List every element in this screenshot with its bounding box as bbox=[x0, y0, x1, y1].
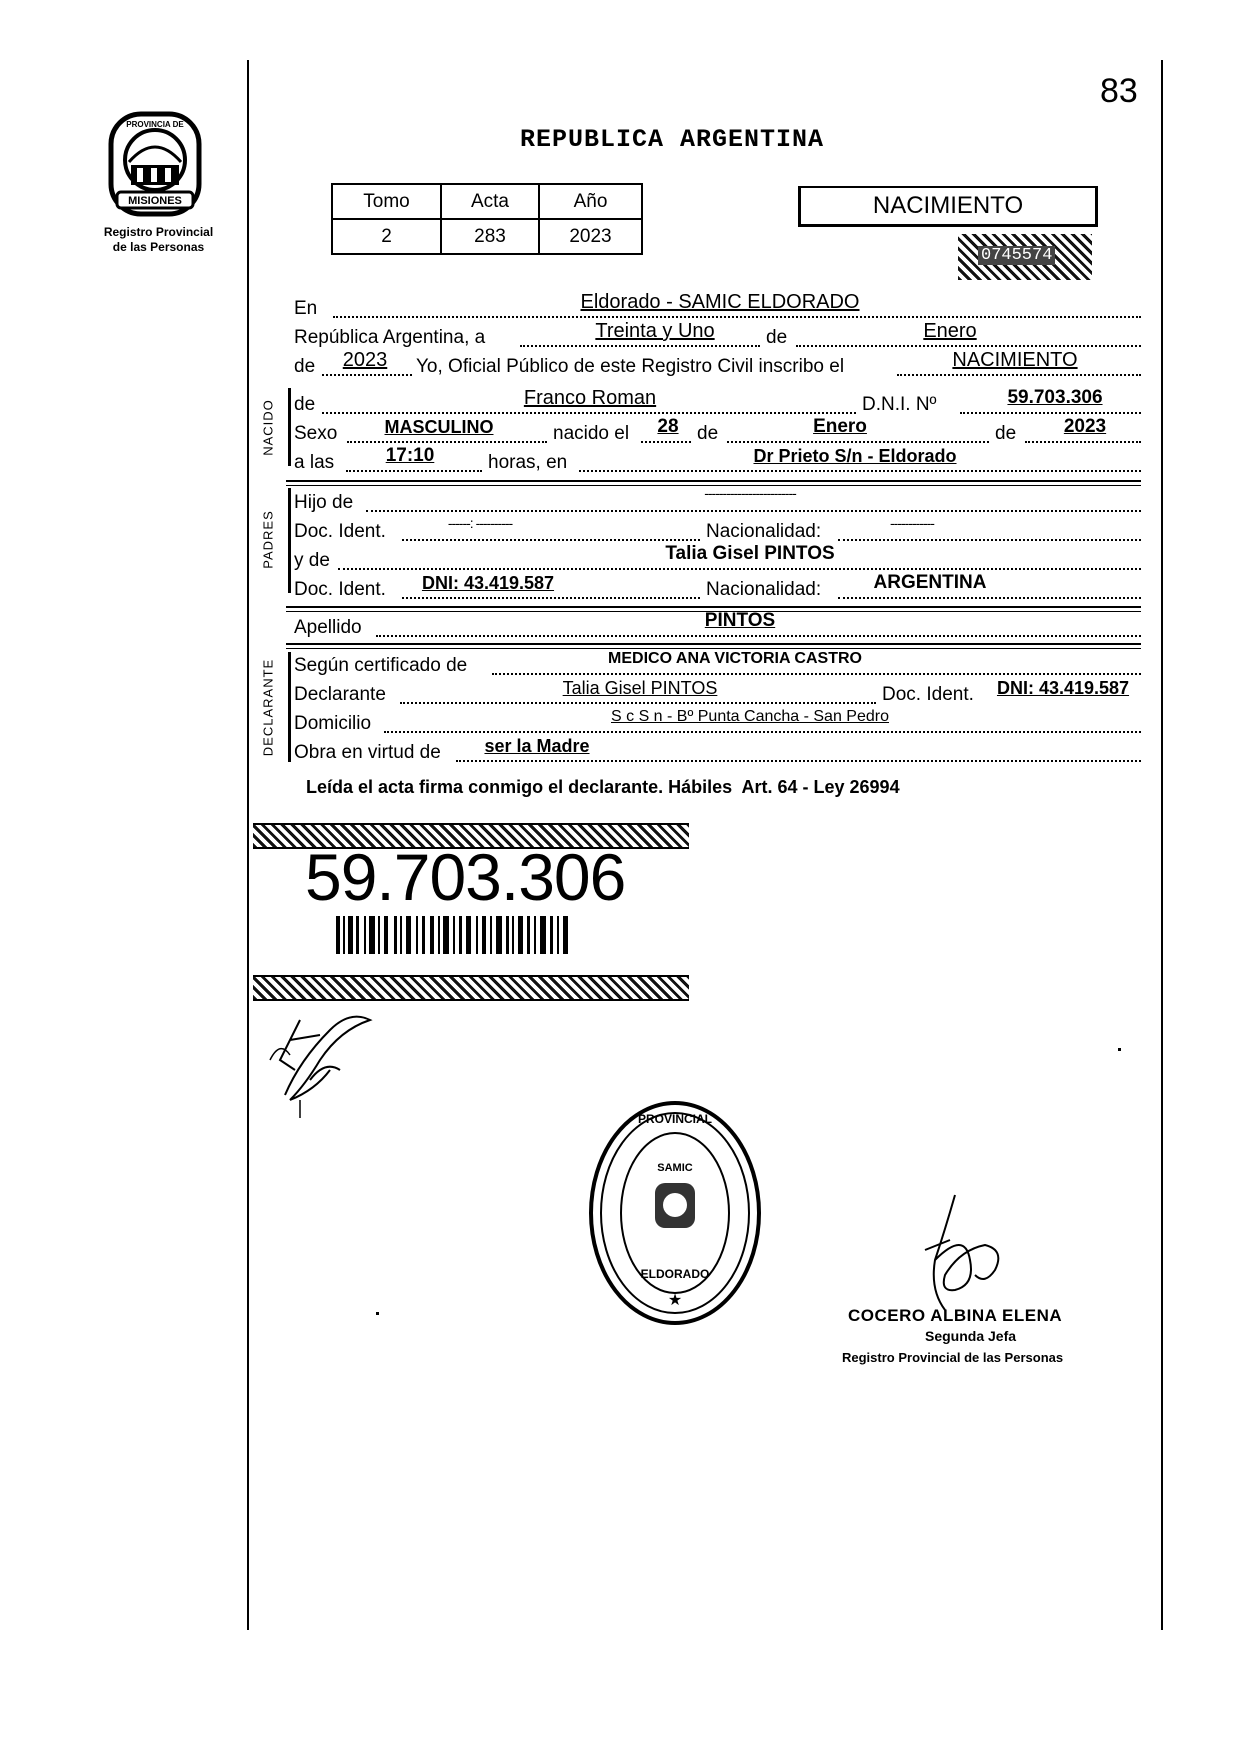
registry-name-line1: Registro Provincial bbox=[103, 225, 214, 239]
father-nat-label: Nacionalidad: bbox=[706, 521, 822, 542]
republic-label: República Argentina, a bbox=[294, 327, 486, 348]
country-title: REPUBLICA ARGENTINA bbox=[520, 125, 825, 154]
right-margin-line bbox=[1161, 60, 1163, 1630]
dotline bbox=[333, 316, 1141, 318]
father-value: ------------------------- bbox=[704, 485, 796, 501]
father-nat-value: ------------ bbox=[890, 515, 934, 531]
page-number: 83 bbox=[1100, 72, 1138, 110]
act-value: NACIMIENTO bbox=[952, 349, 1078, 371]
official-seal bbox=[585, 1093, 765, 1338]
a-las-label: a las bbox=[294, 452, 335, 473]
declarante-label: Declarante bbox=[294, 684, 386, 705]
dotline bbox=[338, 568, 1141, 570]
nacido-divider bbox=[288, 388, 291, 466]
nacido-el-label: nacido el bbox=[553, 423, 630, 444]
dotline bbox=[402, 539, 700, 541]
sexo-label: Sexo bbox=[294, 423, 338, 444]
horas-label: horas, en bbox=[488, 452, 568, 473]
declarante-doc-label: Doc. Ident. bbox=[882, 684, 974, 705]
svg-text:PROVINCIAL: PROVINCIAL bbox=[637, 1112, 713, 1126]
mother-value: Talia Gisel PINTOS bbox=[665, 543, 835, 564]
sexo-value: MASCULINO bbox=[384, 417, 494, 437]
dotline bbox=[347, 441, 547, 443]
year-value: 2023 bbox=[342, 349, 388, 371]
child-name-value: Franco Roman bbox=[523, 387, 657, 409]
dotline bbox=[400, 702, 876, 704]
dotline bbox=[456, 760, 1141, 762]
anio-value: 2023 bbox=[539, 219, 642, 254]
svg-text:MISIONES: MISIONES bbox=[128, 195, 182, 207]
registry-logo bbox=[105, 110, 205, 220]
header-acta: Acta bbox=[441, 184, 539, 219]
id-number: 59.703.306 bbox=[305, 840, 626, 914]
svg-text:SAMIC: SAMIC bbox=[657, 1162, 693, 1174]
act-type-box bbox=[798, 186, 1098, 227]
act-type-label: NACIMIENTO bbox=[872, 192, 1024, 219]
mother-doc-value: DNI: 43.419.587 bbox=[421, 573, 555, 593]
dotline bbox=[1025, 441, 1141, 443]
dotline bbox=[322, 374, 412, 376]
svg-text:PROVINCIA DE: PROVINCIA DE bbox=[126, 120, 184, 129]
dotline bbox=[322, 412, 856, 414]
dotline bbox=[520, 345, 760, 347]
declarante-divider bbox=[288, 652, 291, 762]
day-words-value: Treinta y Uno bbox=[595, 320, 715, 342]
de-label-4: de bbox=[995, 423, 1017, 444]
birth-day-value: 28 bbox=[657, 416, 679, 437]
nacido-side-label: NACIDO bbox=[260, 399, 276, 456]
birth-year-value: 2023 bbox=[1063, 416, 1107, 437]
security-band-bottom bbox=[253, 975, 689, 1001]
padres-divider bbox=[288, 488, 291, 593]
tomo-value: 2 bbox=[332, 219, 441, 254]
dotline bbox=[579, 470, 1141, 472]
apellido-label: Apellido bbox=[294, 617, 362, 638]
month-value: Enero bbox=[923, 320, 977, 342]
officer-title: Segunda Jefa bbox=[925, 1328, 1017, 1344]
de-label-3: de bbox=[697, 423, 719, 444]
initials-signature bbox=[260, 1000, 400, 1125]
de-label-1: de bbox=[766, 327, 788, 348]
dotline bbox=[960, 412, 1141, 414]
birth-month-value: Enero bbox=[813, 416, 867, 437]
mother-nat-value: ARGENTINA bbox=[873, 572, 987, 593]
officer-text: Yo, Oficial Público de este Registro Civil inscribo el bbox=[416, 356, 845, 377]
svg-text:★: ★ bbox=[667, 1292, 683, 1309]
dotline bbox=[641, 441, 691, 443]
hijo-de-label: Hijo de bbox=[294, 492, 354, 513]
dotline bbox=[402, 597, 700, 599]
child-dni-value: 59.703.306 bbox=[1007, 387, 1103, 408]
declarante-doc-value: DNI: 43.419.587 bbox=[996, 678, 1130, 698]
time-value: 17:10 bbox=[385, 445, 435, 466]
closing-text: Leída el acta firma conmigo el declarante. Hábiles Art. 64 - Ley 26994 bbox=[306, 777, 900, 797]
dotline bbox=[727, 441, 989, 443]
dotline bbox=[897, 374, 1141, 376]
stray-dot bbox=[376, 1312, 379, 1315]
place-value: Eldorado - SAMIC ELDORADO bbox=[580, 291, 860, 313]
obra-value: ser la Madre bbox=[484, 736, 590, 756]
obra-label: Obra en virtud de bbox=[294, 742, 441, 763]
header-anio: Año bbox=[539, 184, 642, 219]
dni-label: D.N.I. Nº bbox=[862, 394, 937, 415]
father-doc-label: Doc. Ident. bbox=[294, 521, 386, 542]
officer-signature bbox=[905, 1190, 1015, 1325]
svg-text:ELDORADO: ELDORADO bbox=[640, 1267, 710, 1281]
dotline bbox=[492, 673, 1141, 675]
record-table bbox=[331, 183, 643, 255]
cert-label: Según certificado de bbox=[294, 655, 468, 676]
id-barcode bbox=[336, 916, 576, 959]
dotline bbox=[384, 731, 1141, 733]
dotline bbox=[838, 597, 1141, 599]
dotline bbox=[796, 345, 1141, 347]
officer-org: Registro Provincial de las Personas bbox=[842, 1350, 1064, 1365]
mother-nat-label: Nacionalidad: bbox=[706, 579, 822, 600]
security-stamp-number: 0745574 bbox=[978, 246, 1055, 265]
mother-doc-label: Doc. Ident. bbox=[294, 579, 386, 600]
apellido-value: PINTOS bbox=[704, 610, 776, 631]
security-stamp bbox=[958, 234, 1092, 280]
header-tomo: Tomo bbox=[332, 184, 441, 219]
left-margin-line bbox=[247, 60, 249, 1630]
dotline bbox=[376, 635, 1141, 637]
y-de-label: y de bbox=[294, 550, 330, 571]
birth-place-value: Dr Prieto S/n - Eldorado bbox=[753, 446, 957, 466]
stray-dot bbox=[1118, 1048, 1121, 1051]
dotline bbox=[838, 539, 1141, 541]
cert-value: MEDICO ANA VICTORIA CASTRO bbox=[608, 650, 862, 667]
declarante-side-label: DECLARANTE bbox=[260, 658, 276, 757]
padres-side-label: PADRES bbox=[260, 510, 276, 569]
en-label: En bbox=[294, 298, 318, 319]
father-doc-value: ------: ---------- bbox=[447, 515, 513, 531]
declarante-value: Talia Gisel PINTOS bbox=[562, 678, 718, 698]
nacido-de-label: de bbox=[294, 394, 316, 415]
domicilio-label: Domicilio bbox=[294, 713, 372, 734]
de-label-2: de bbox=[294, 356, 316, 377]
acta-value: 283 bbox=[441, 219, 539, 254]
officer-name: COCERO ALBINA ELENA bbox=[848, 1306, 1063, 1325]
dotline bbox=[346, 470, 482, 472]
domicilio-value: S c S n - Bº Punta Cancha - San Pedro bbox=[611, 708, 889, 725]
registry-name-line2: de las Personas bbox=[112, 240, 205, 254]
